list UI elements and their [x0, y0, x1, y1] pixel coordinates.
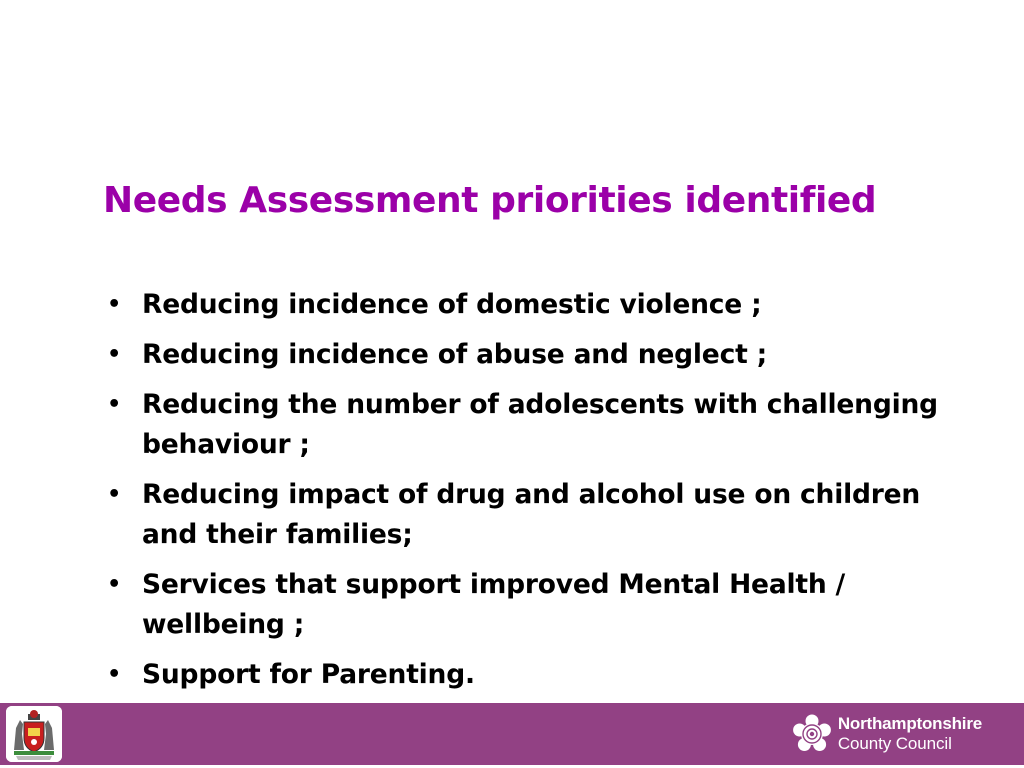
- bullet-icon: •: [107, 342, 121, 367]
- footer-bar: [0, 703, 1024, 765]
- list-item: [104, 385, 984, 465]
- bullet-icon: •: [107, 482, 121, 507]
- rose-logo-icon: [792, 714, 832, 754]
- bullet-icon: •: [107, 292, 121, 317]
- slide-title: Needs Assessment priorities identified: [103, 180, 877, 221]
- bullet-icon: •: [107, 392, 121, 417]
- council-name-line2: County Council: [837, 734, 952, 753]
- bullet-list: [104, 285, 984, 705]
- list-item: [104, 475, 984, 555]
- list-item-text: Services that support improved Mental Health / wellbeing ;: [142, 569, 846, 640]
- list-item: [104, 335, 984, 375]
- list-item: [104, 565, 984, 645]
- list-item-text: Support for Parenting.: [142, 659, 475, 690]
- council-name-line1: Northamptonshire: [837, 714, 982, 733]
- coat-of-arms-icon: [6, 706, 62, 762]
- bullet-icon: •: [107, 662, 121, 687]
- list-item-text: Reducing incidence of domestic violence ;: [142, 289, 762, 320]
- list-item-text: Reducing the number of adolescents with challenging behaviour ;: [142, 389, 938, 460]
- council-logo: [792, 711, 982, 757]
- bullet-icon: •: [107, 572, 121, 597]
- list-item: [104, 285, 984, 325]
- list-item-text: Reducing incidence of abuse and neglect ;: [142, 339, 767, 370]
- list-item-text: Reducing impact of drug and alcohol use on children and their families;: [142, 479, 921, 550]
- list-item: [104, 655, 984, 695]
